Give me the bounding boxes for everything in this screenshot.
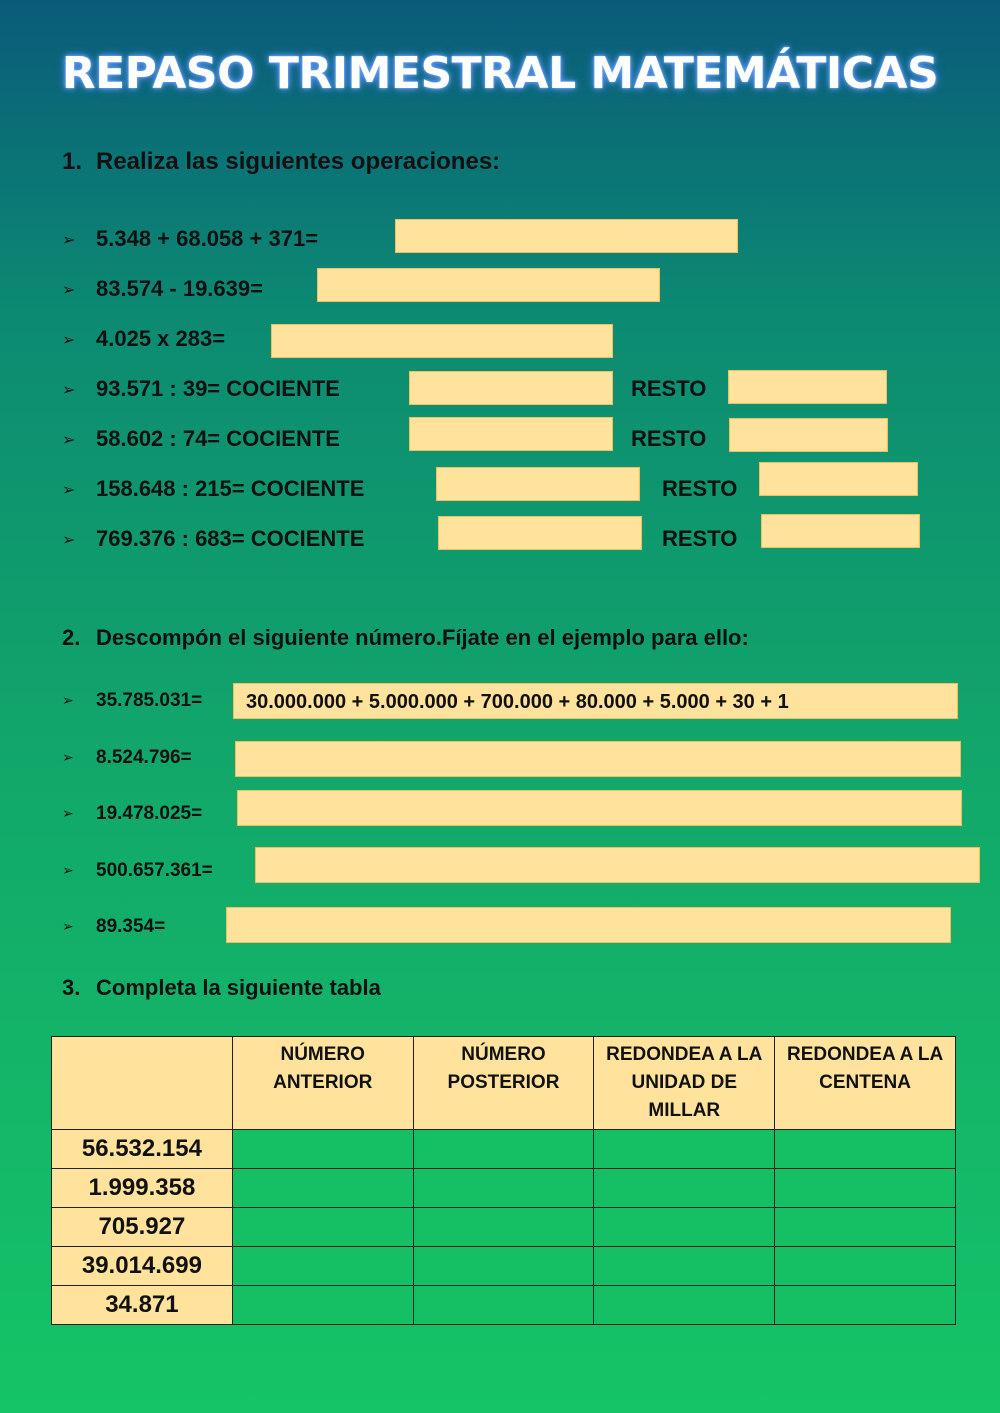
table-row-number: 1.999.358: [52, 1169, 233, 1208]
table-row: [52, 1130, 956, 1169]
table-cell-centena[interactable]: [775, 1130, 956, 1169]
table-cell-posterior[interactable]: [413, 1169, 594, 1208]
bullet-arrow-icon: ➢: [62, 692, 74, 708]
table-row-number: 34.871: [52, 1286, 233, 1325]
table-header-redondea-centena: REDONDEA A LA CENTENA: [775, 1037, 956, 1130]
page-title: REPASO TRIMESTRAL MATEMÁTICAS: [61, 48, 939, 99]
bullet-arrow-icon: ➢: [62, 432, 76, 449]
resto-box[interactable]: [729, 418, 888, 452]
table-cell-anterior[interactable]: [232, 1130, 413, 1169]
resto-box[interactable]: [761, 514, 920, 548]
bullet-arrow-icon: ➢: [62, 805, 74, 821]
cociente-box[interactable]: [438, 516, 642, 550]
decompose-number: 8.524.796=: [96, 747, 192, 768]
table-row: [52, 1169, 956, 1208]
section-3-heading: [62, 975, 381, 1001]
table-row-number: 705.927: [52, 1208, 233, 1247]
division-label: 58.602 : 74= COCIENTE: [96, 426, 340, 451]
answer-box-multiplication[interactable]: [271, 324, 613, 358]
cociente-box[interactable]: [409, 371, 613, 405]
table-header-row: [52, 1037, 956, 1130]
table-cell-anterior[interactable]: [232, 1247, 413, 1286]
table-cell-anterior[interactable]: [232, 1169, 413, 1208]
table-cell-centena[interactable]: [775, 1208, 956, 1247]
bullet-arrow-icon: ➢: [62, 332, 76, 349]
decompose-answer-box[interactable]: [226, 907, 951, 943]
table-cell-centena[interactable]: [775, 1286, 956, 1325]
decompose-number: 35.785.031=: [96, 690, 203, 711]
section-3-title: Completa la siguiente tabla: [96, 975, 381, 1000]
division-label: 93.571 : 39= COCIENTE: [96, 376, 340, 401]
section-2-title: Descompón el siguiente número.Fíjate en el ejemplo para ello:: [96, 625, 749, 650]
decompose-row: [62, 860, 262, 886]
operation-label: 4.025 x 283=: [96, 326, 226, 351]
answer-box-sum[interactable]: [395, 219, 738, 253]
operation-label: 5.348 + 68.058 + 371=: [96, 226, 319, 251]
resto-label: RESTO: [631, 376, 707, 401]
table-cell-anterior[interactable]: [232, 1208, 413, 1247]
table-cell-centena[interactable]: [775, 1169, 956, 1208]
table-cell-millar[interactable]: [594, 1130, 775, 1169]
section-1-heading: [62, 148, 500, 176]
bullet-arrow-icon: ➢: [62, 532, 76, 549]
cociente-box[interactable]: [409, 417, 613, 451]
table-row: [52, 1286, 956, 1325]
bullet-arrow-icon: ➢: [62, 232, 76, 249]
decompose-answer-box[interactable]: [255, 847, 980, 883]
table-row: [52, 1247, 956, 1286]
section-2-number: 2.: [62, 625, 81, 650]
table-row-number: 39.014.699: [52, 1247, 233, 1286]
section-2-heading: [62, 625, 749, 651]
table-row-number: 56.532.154: [52, 1130, 233, 1169]
table-cell-posterior[interactable]: [413, 1247, 594, 1286]
bullet-arrow-icon: ➢: [62, 749, 74, 765]
table-header-empty: [52, 1037, 233, 1130]
bullet-arrow-icon: ➢: [62, 918, 74, 934]
resto-box[interactable]: [759, 462, 918, 496]
table-cell-millar[interactable]: [594, 1286, 775, 1325]
resto-label: RESTO: [631, 426, 707, 451]
decompose-row: [62, 747, 262, 773]
division-label: 158.648 : 215= COCIENTE: [96, 476, 365, 501]
decompose-example-answer: 30.000.000 + 5.000.000 + 700.000 + 80.000 + 5.000 + 30 + 1: [233, 683, 958, 719]
decompose-answer-box[interactable]: [235, 741, 961, 777]
table-cell-posterior[interactable]: [413, 1208, 594, 1247]
table-cell-anterior[interactable]: [232, 1286, 413, 1325]
bullet-arrow-icon: ➢: [62, 282, 76, 299]
operation-label: 83.574 - 19.639=: [96, 276, 263, 301]
table-row: [52, 1208, 956, 1247]
resto-label: RESTO: [662, 476, 738, 501]
decompose-number: 19.478.025=: [96, 803, 203, 824]
resto-box[interactable]: [728, 370, 887, 404]
table-cell-millar[interactable]: [594, 1169, 775, 1208]
section-1-number: 1.: [62, 148, 83, 175]
resto-label: RESTO: [662, 526, 738, 551]
division-label: 769.376 : 683= COCIENTE: [96, 526, 365, 551]
bullet-arrow-icon: ➢: [62, 862, 74, 878]
decompose-row: [62, 690, 262, 716]
answer-box-subtraction[interactable]: [317, 268, 660, 302]
bullet-arrow-icon: ➢: [62, 482, 76, 499]
table-cell-millar[interactable]: [594, 1247, 775, 1286]
rounding-table: [51, 1036, 956, 1325]
cociente-box[interactable]: [436, 467, 640, 501]
decompose-number: 500.657.361=: [96, 860, 213, 881]
bullet-arrow-icon: ➢: [62, 382, 76, 399]
section-1-title: Realiza las siguientes operaciones:: [96, 148, 501, 175]
table-cell-posterior[interactable]: [413, 1130, 594, 1169]
table-cell-centena[interactable]: [775, 1247, 956, 1286]
decompose-row: [62, 803, 262, 829]
table-header-numero-anterior: NÚMERO ANTERIOR: [232, 1037, 413, 1130]
table-cell-posterior[interactable]: [413, 1286, 594, 1325]
decompose-answer-box[interactable]: [237, 790, 962, 826]
section-3-number: 3.: [62, 975, 81, 1000]
table-header-numero-posterior: NÚMERO POSTERIOR: [413, 1037, 594, 1130]
decompose-number: 89.354=: [96, 916, 166, 937]
table-cell-millar[interactable]: [594, 1208, 775, 1247]
table-header-redondea-millar: REDONDEA A LA UNIDAD DE MILLAR: [594, 1037, 775, 1130]
